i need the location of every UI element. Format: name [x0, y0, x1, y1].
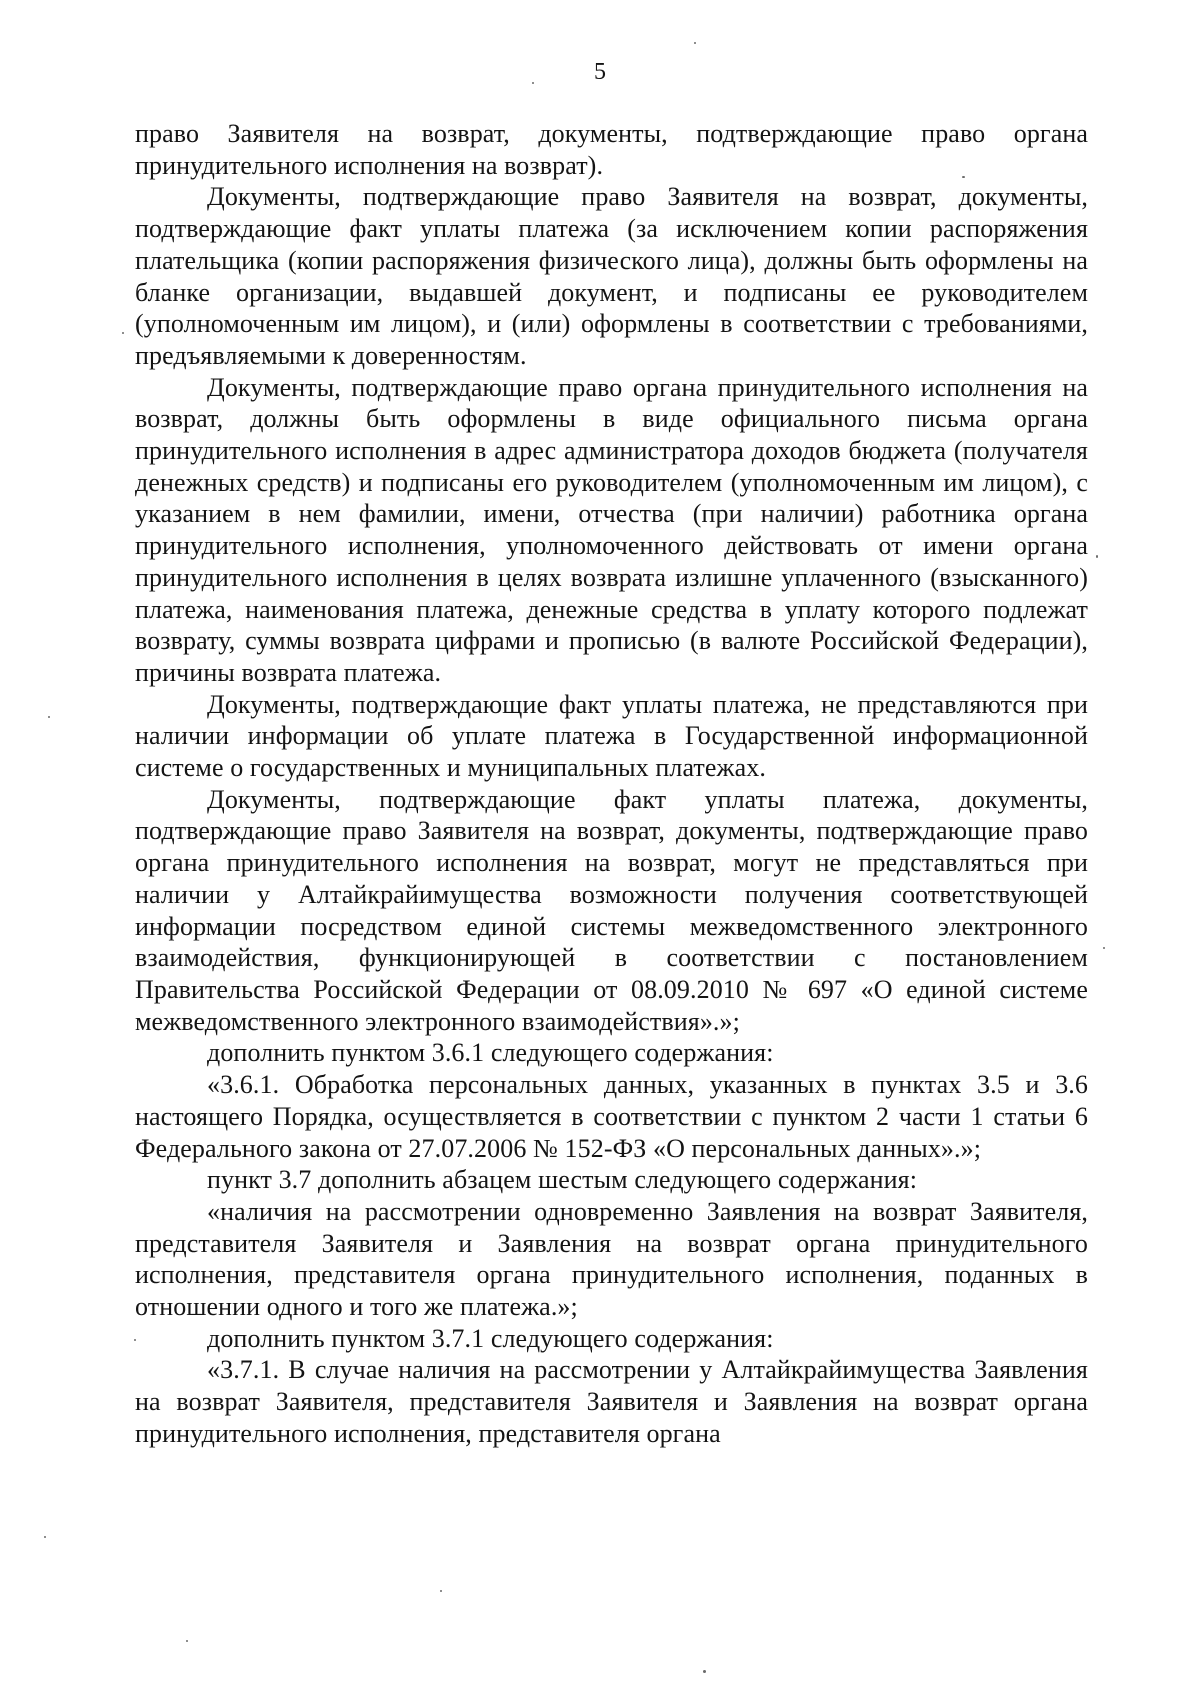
scan-speck [1103, 947, 1105, 949]
scan-speck [44, 1536, 46, 1538]
scan-speck [134, 1339, 136, 1341]
scan-speck [703, 1670, 706, 1673]
paragraph: «3.6.1. Обработка персональных данных, указанных в пунктах 3.5 и 3.6 настоящего Порядка, осуществляется в соответствии с пунктом 2 части 1 статьи 6 Федерального закона от 27.07.2006 № 152-ФЗ «О персональных данных».»; [135, 1070, 1088, 1163]
scan-speck [440, 1590, 442, 1592]
scan-speck [962, 176, 965, 178]
paragraph: Документы, подтверждающие право Заявителя на возврат, документы, подтверждающие факт уплаты платежа (за исключением копии распоряжения плательщика (копии распоряжения физического лица), должны быть оформлены на бланке организации, выдавшей документ, и подписаны ее руководителем (уполномоченным им лицом), и (или) оформлены в соответствии с требованиями, предъявляемыми к доверенностям. [135, 182, 1088, 370]
paragraph: Документы, подтверждающие право органа принудительного исполнения на возврат, должны быть оформлены в виде официального письма органа принудительного исполнения в адрес администратора доходов бюджета (получателя денежных средств) и подписаны его руководителем (уполномоченным им лицом), с указанием в нем фамилии, имени, отчества (при наличии) работника органа принудительного исполнения, уполномоченного действовать от имени органа принудительного исполнения в целях возврата излишне уплаченного (взысканного) платежа, наименования платежа, денежные средства в уплату которого подлежат возврату, суммы возврата цифрами и прописью (в валюте Российской Федерации), причины возврата платежа. [135, 372, 1088, 687]
paragraph: Документы, подтверждающие факт уплаты платежа, не представляются при наличии информации об уплате платежа в Государственной информационной системе о государственных и муниципальных платежах. [135, 689, 1088, 783]
paragraph: пункт 3.7 дополнить абзацем шестым следующего содержания: [207, 1165, 918, 1195]
scan-speck [694, 42, 696, 44]
paragraph: «3.7.1. В случае наличия на рассмотрении у Алтайкрайимущества Заявления на возврат Заявителя, представителя Заявителя и Заявления на возврат органа принудительного исполнения, представителя органа [135, 1355, 1088, 1448]
paragraph: Документы, подтверждающие факт уплаты платежа, документы, подтверждающие право Заявителя на возврат, документы, подтверждающие право органа принудительного исполнения на возврат, могут не представляться при наличии у Алтайкрайимущества возможности получения соответствующей информации посредством единой системы межведомственного электронного взаимодействия, функционирующей в соответствии с постановлением Правительства Российской Федерации от 08.09.2010 № 697 «О единой системе межведомственного электронного взаимодействия».»; [135, 784, 1088, 1036]
paragraph: право Заявителя на возврат, документы, подтверждающие право органа принудительного исполнения на возврат). [135, 119, 1088, 180]
paragraph: «наличия на рассмотрении одновременно Заявления на возврат Заявителя, представителя Заявителя и Заявления на возврат органа принудительного исполнения, представителя органа принудительного исполнения, поданных в отношении одного и того же платежа.»; [135, 1196, 1088, 1322]
document-body [135, 118, 1088, 1450]
scan-speck [532, 82, 534, 84]
scan-speck [1096, 555, 1098, 558]
paragraph: дополнить пунктом 3.6.1 следующего содержания: [207, 1038, 774, 1068]
scan-speck [186, 1640, 188, 1642]
scan-speck [122, 332, 124, 334]
page-number: 5 [594, 59, 606, 85]
scan-speck [48, 716, 50, 718]
paragraph: дополнить пунктом 3.7.1 следующего содержания: [207, 1323, 774, 1353]
